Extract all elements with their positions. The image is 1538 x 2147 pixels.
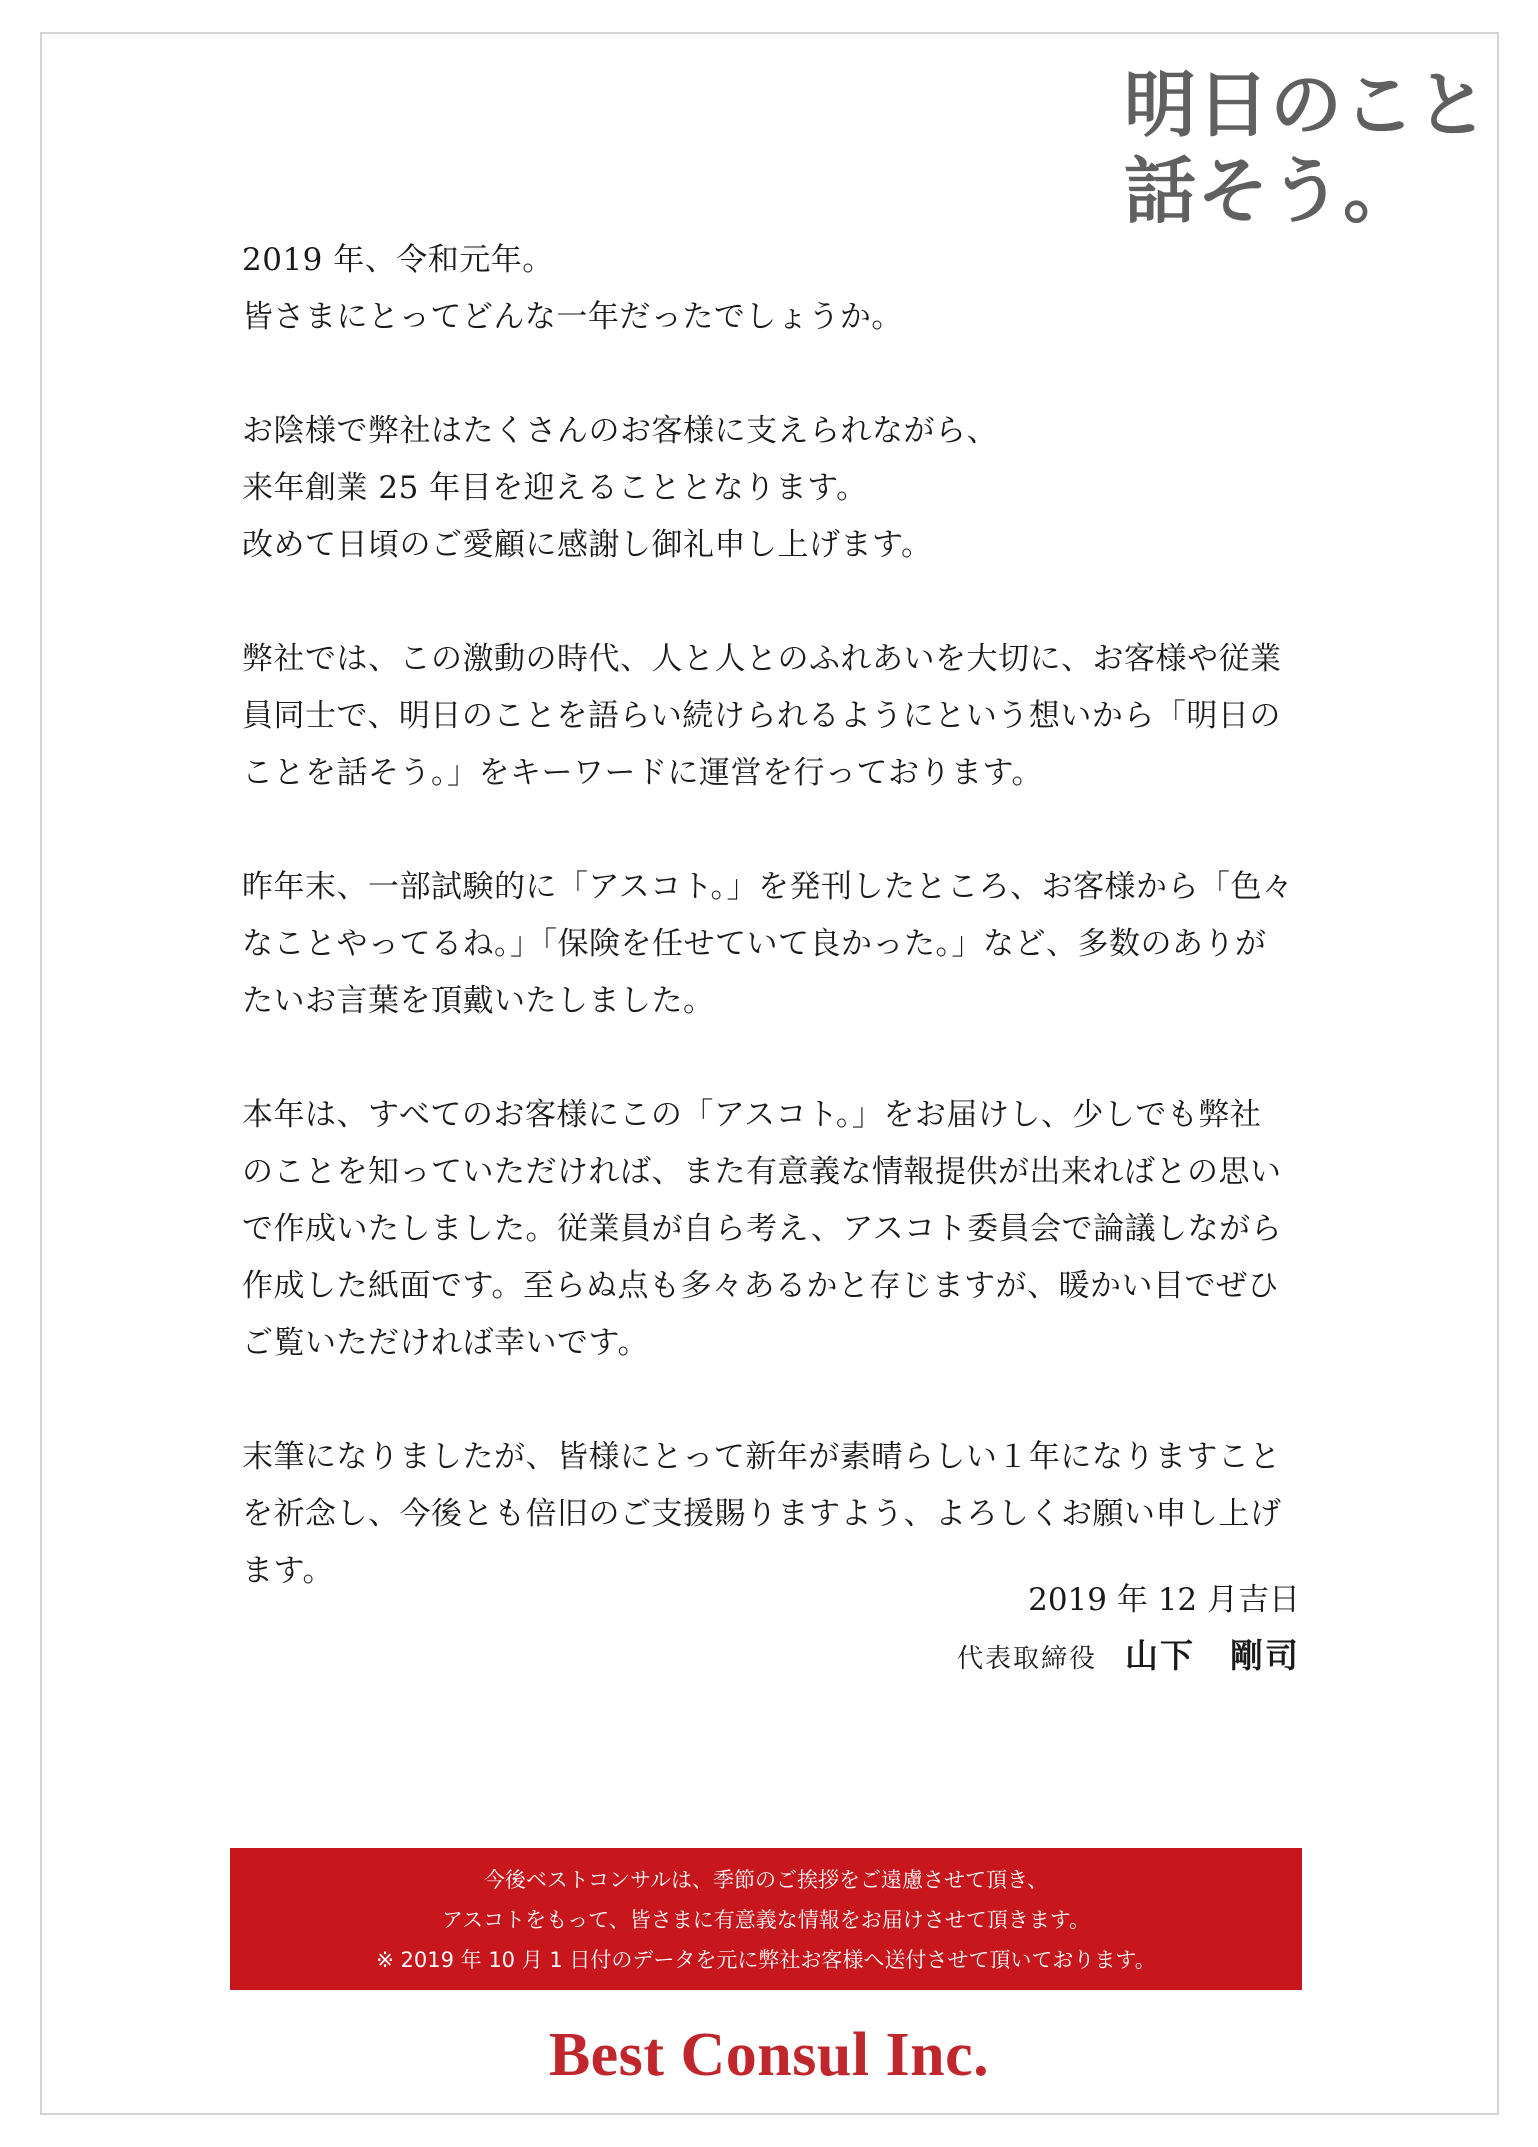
letter-line: ことを話そう。」をキーワードに運営を行っております。 <box>242 755 1044 791</box>
letter-paragraph <box>242 403 1302 574</box>
letter-line: 2019 年、令和元年。 <box>242 242 554 278</box>
letter-line: ます。 <box>242 1553 335 1589</box>
letter-paragraph <box>242 631 1302 802</box>
letter-line: なことやってるね。」「保険を任せていて良かった。」など、多数のありが <box>242 926 1267 962</box>
signer-name: 山下 剛司 <box>1125 1636 1300 1675</box>
letter-line: 本年は、すべてのお客様にこの「アスコト。」をお届けし、少しでも弊社 <box>242 1097 1262 1133</box>
letter-line: 末筆になりましたが、皆様にとって新年が素晴らしい１年になりますこと <box>242 1439 1281 1475</box>
signer-title: 代表取締役 <box>956 1644 1097 1674</box>
catchphrase <box>1124 62 1489 234</box>
notice-banner <box>230 1848 1302 1990</box>
letter-line: 来年創業 25 年目を迎えることとなります。 <box>242 470 868 506</box>
letter-paragraph <box>242 232 1302 346</box>
letter-line: で作成いたしました。従業員が自ら考え、アスコト委員会で論議しながら <box>242 1211 1283 1247</box>
catchphrase-line-1: 明日のこと <box>1124 63 1490 147</box>
notice-line: 今後ベストコンサルは、季節のご挨拶をご遠慮させて頂き、 <box>483 1868 1049 1892</box>
letter-line: 改めて日頃のご愛顧に感謝し御礼申し上げます。 <box>242 527 933 563</box>
letter-paragraph <box>242 1087 1302 1372</box>
letter-line: 作成した紙面です。至らぬ点も多々あるかと存じますが、暖かい目でぜひ <box>242 1268 1280 1304</box>
letter-line: たいお言葉を頂戴いたしました。 <box>242 983 715 1019</box>
letter-line: 皆さまにとってどんな一年だったでしょうか。 <box>242 299 903 335</box>
letter-line: ご覧いただければ幸いです。 <box>242 1325 650 1361</box>
letter-date: 2019 年 12 月吉日 <box>1028 1582 1300 1618</box>
letter-line: お陰様で弊社はたくさんのお客様に支えられながら、 <box>242 413 998 449</box>
letter-paragraph <box>242 859 1302 1030</box>
notice-line: アスコトをもって、皆さまに有意義な情報をお届けさせて頂きます。 <box>441 1908 1091 1932</box>
letter-line: 弊社では、この激動の時代、人と人とのふれあいを大切に、お客様や従業 <box>242 641 1282 677</box>
letter-line: 昨年末、一部試験的に「アスコト。」を発刊したところ、お客様から「色々 <box>242 869 1294 905</box>
letter-line: を祈念し、今後とも倍旧のご支援賜りますよう、よろしくお願い申し上げ <box>242 1496 1282 1532</box>
catchphrase-line-2: 話そう。 <box>1124 149 1417 233</box>
letter-body <box>242 232 1302 1657</box>
letter-line: 員同士で、明日のことを語らい続けられるようにという想いから「明日の <box>242 698 1281 734</box>
signature <box>957 1630 1300 1677</box>
notice-line: ※ 2019 年 10 月 1 日付のデータを元に弊社お客様へ送付させて頂いております。 <box>376 1948 1156 1972</box>
company-logo: Best Consul Inc. <box>548 2021 990 2089</box>
letter-line: のことを知っていただければ、また有意義な情報提供が出来ればとの思い <box>242 1154 1282 1190</box>
